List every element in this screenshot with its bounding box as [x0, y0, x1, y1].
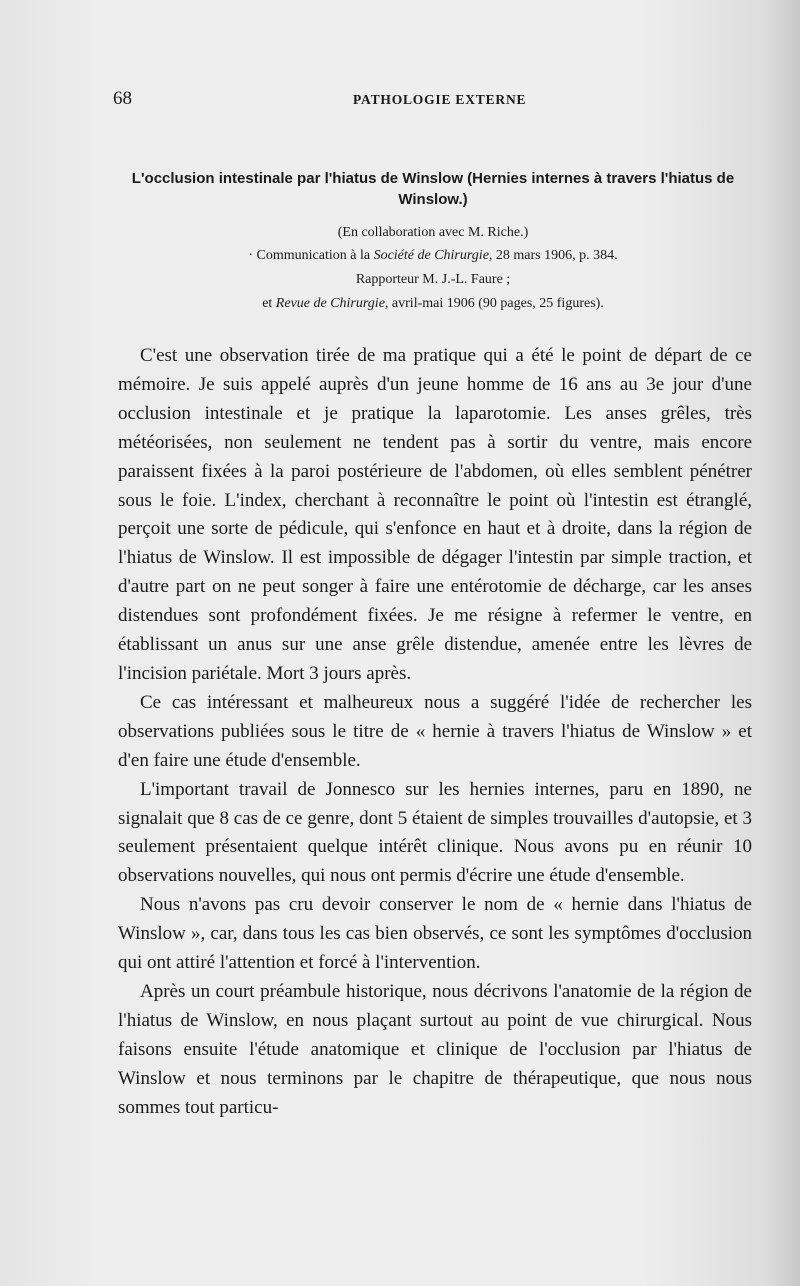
paragraph: Après un court préambule historique, nous décrivons l'anatomie de la région de l'hiatus de Winslow, en nous plaçant surtout au point de vue chirurgical. Nous faisons ensuite l'étude anatomique et clinique de l'occlusion par l'hiatus de Winslow et nous terminons par le chapitre de thérapeutique, que nous nous sommes tout particu-	[118, 980, 752, 1118]
citation-3-prefix: et	[262, 296, 276, 311]
citation-1-prefix: · Communication à la	[248, 248, 374, 263]
paragraph: C'est une observation tirée de ma pratique qui a été le point de départ de ce mémoire. Je suis appelé auprès d'un jeune homme de 16 ans au 3e jour d'une occlusion intestinale et je pratique la laparotomie. Les anses grêles, très météorisées, non seulement ne tendent pas à sortir du ventre, mais encore paraissent fixées à la paroi postérieure de l'abdomen, où elles semblent pénétrer sous le foie. L'index, cherchant à reconnaître le point où l'intestin est étranglé, perçoit une sorte de pédicule, qui s'enfonce en haut et à droite, dans la région de l'hiatus de Winslow. Il est impossible de dégager l'intestin par simple traction, et d'autre part on ne peut songer à faire une entérotomie de décharge, car les anses distendues sont profondément fixées. Je me résigne à refermer le ventre, en établissant un anus sur une anse grêle distendue, amenée entre les lèvres de l'incision pariétale. Mort 3 jours après.	[118, 345, 752, 684]
page-number: 68	[113, 88, 132, 109]
body-text	[118, 342, 752, 1122]
citation-line-1	[108, 244, 758, 268]
article-title: L'occlusion intestinale par l'hiatus de Winslow (Hernies internes à travers l'hiatus de Winslow.)	[131, 170, 735, 208]
paragraph: L'important travail de Jonnesco sur les hernies internes, paru en 1890, ne signalait que 8 cas de ce genre, dont 5 étaient de simples trouvailles d'autopsie, et 3 seulement présentaient quelque intérêt clinique. Nous avons pu en réunir 10 observations nouvelles, qui nous ont permis d'écrire une étude d'ensemble.	[118, 778, 752, 887]
running-title: PATHOLOGIE EXTERNE	[353, 92, 527, 107]
citation-line-3	[108, 292, 758, 316]
citation-3-suffix: , avril-mai 1906 (90 pages, 25 figures).	[384, 296, 604, 311]
running-head	[113, 88, 673, 112]
paragraph: Ce cas intéressant et malheureux nous a suggéré l'idée de rechercher les observations publiées sous le titre de « hernie à travers l'hiatus de Winslow » et d'en faire une étude d'ensemble.	[118, 691, 752, 771]
citation-3-journal: Revue de Chirurgie	[275, 296, 385, 311]
paragraph: Nous n'avons pas cru devoir conserver le nom de « hernie dans l'hiatus de Winslow », car, dans tous les cas bien observés, ce sont les symptômes d'occlusion qui ont attiré l'attention et forcé à l'intervention.	[118, 894, 752, 974]
citation-1-journal: Société de Chirurgie	[373, 248, 489, 263]
citation-1-suffix: , 28 mars 1906, p. 384.	[488, 248, 618, 263]
article-header	[108, 168, 758, 316]
citation-line-2: Rapporteur M. J.-L. Faure ;	[355, 272, 511, 287]
collaboration-note: (En collaboration avec M. Riche.)	[337, 225, 529, 240]
